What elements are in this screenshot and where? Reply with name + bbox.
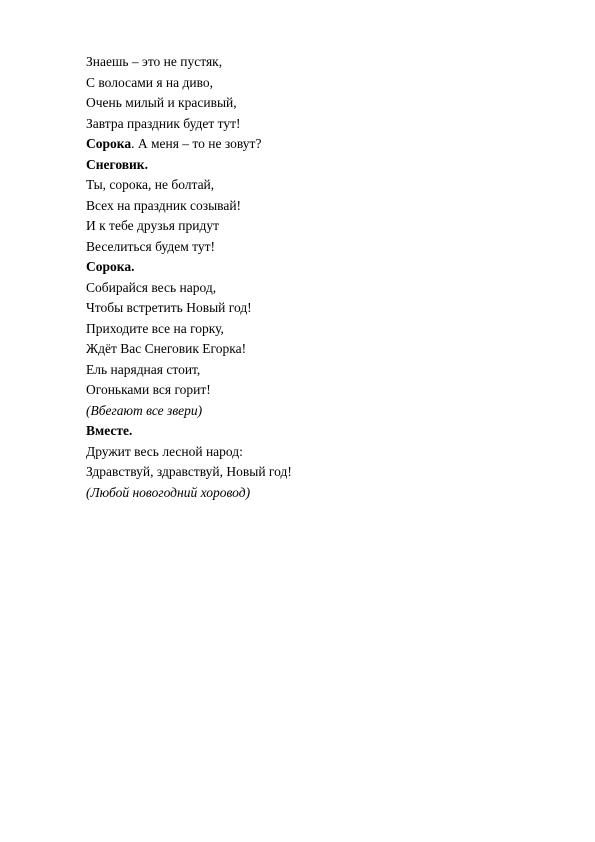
- text-line: Чтобы встретить Новый год!: [86, 300, 252, 315]
- speaker-remark: . А меня – то не зовут?: [131, 136, 262, 151]
- text-line: Очень милый и красивый,: [86, 95, 237, 110]
- text-line: Всех на праздник созывай!: [86, 197, 242, 213]
- text-line: Здравствуй, здравствуй, Новый год!: [86, 464, 292, 479]
- text-line: Завтра праздник будет тут!: [86, 115, 241, 131]
- text-line: Веселиться будем тут!: [86, 238, 215, 254]
- text-line: Собирайся весь народ,: [86, 279, 217, 295]
- speaker-heading: Сорока.: [86, 259, 135, 274]
- text-line: Ты, сорока, не болтай,: [86, 177, 215, 192]
- text-line: Знаешь – это не пустяк,: [86, 54, 223, 69]
- stage-direction: (Вбегают все звери): [86, 402, 203, 418]
- stage-direction: (Любой новогодний хоровод): [86, 484, 251, 500]
- speaker-line: [86, 134, 546, 155]
- poem-text: [86, 52, 546, 503]
- text-line: Ждёт Вас Снеговик Егорка!: [86, 341, 247, 356]
- text-line: Дружит весь лесной народ:: [86, 443, 243, 459]
- text-line: С волосами я на диво,: [86, 74, 214, 90]
- text-line: Ель нарядная стоит,: [86, 361, 201, 377]
- text-line: И к тебе друзья придут: [86, 218, 219, 233]
- speaker-name: Сорока: [86, 136, 132, 151]
- text-line: Приходите все на горку,: [86, 320, 224, 336]
- speaker-heading: Вместе.: [86, 423, 133, 438]
- text-line: Огоньками вся горит!: [86, 382, 211, 397]
- speaker-heading: Снеговик.: [86, 156, 148, 172]
